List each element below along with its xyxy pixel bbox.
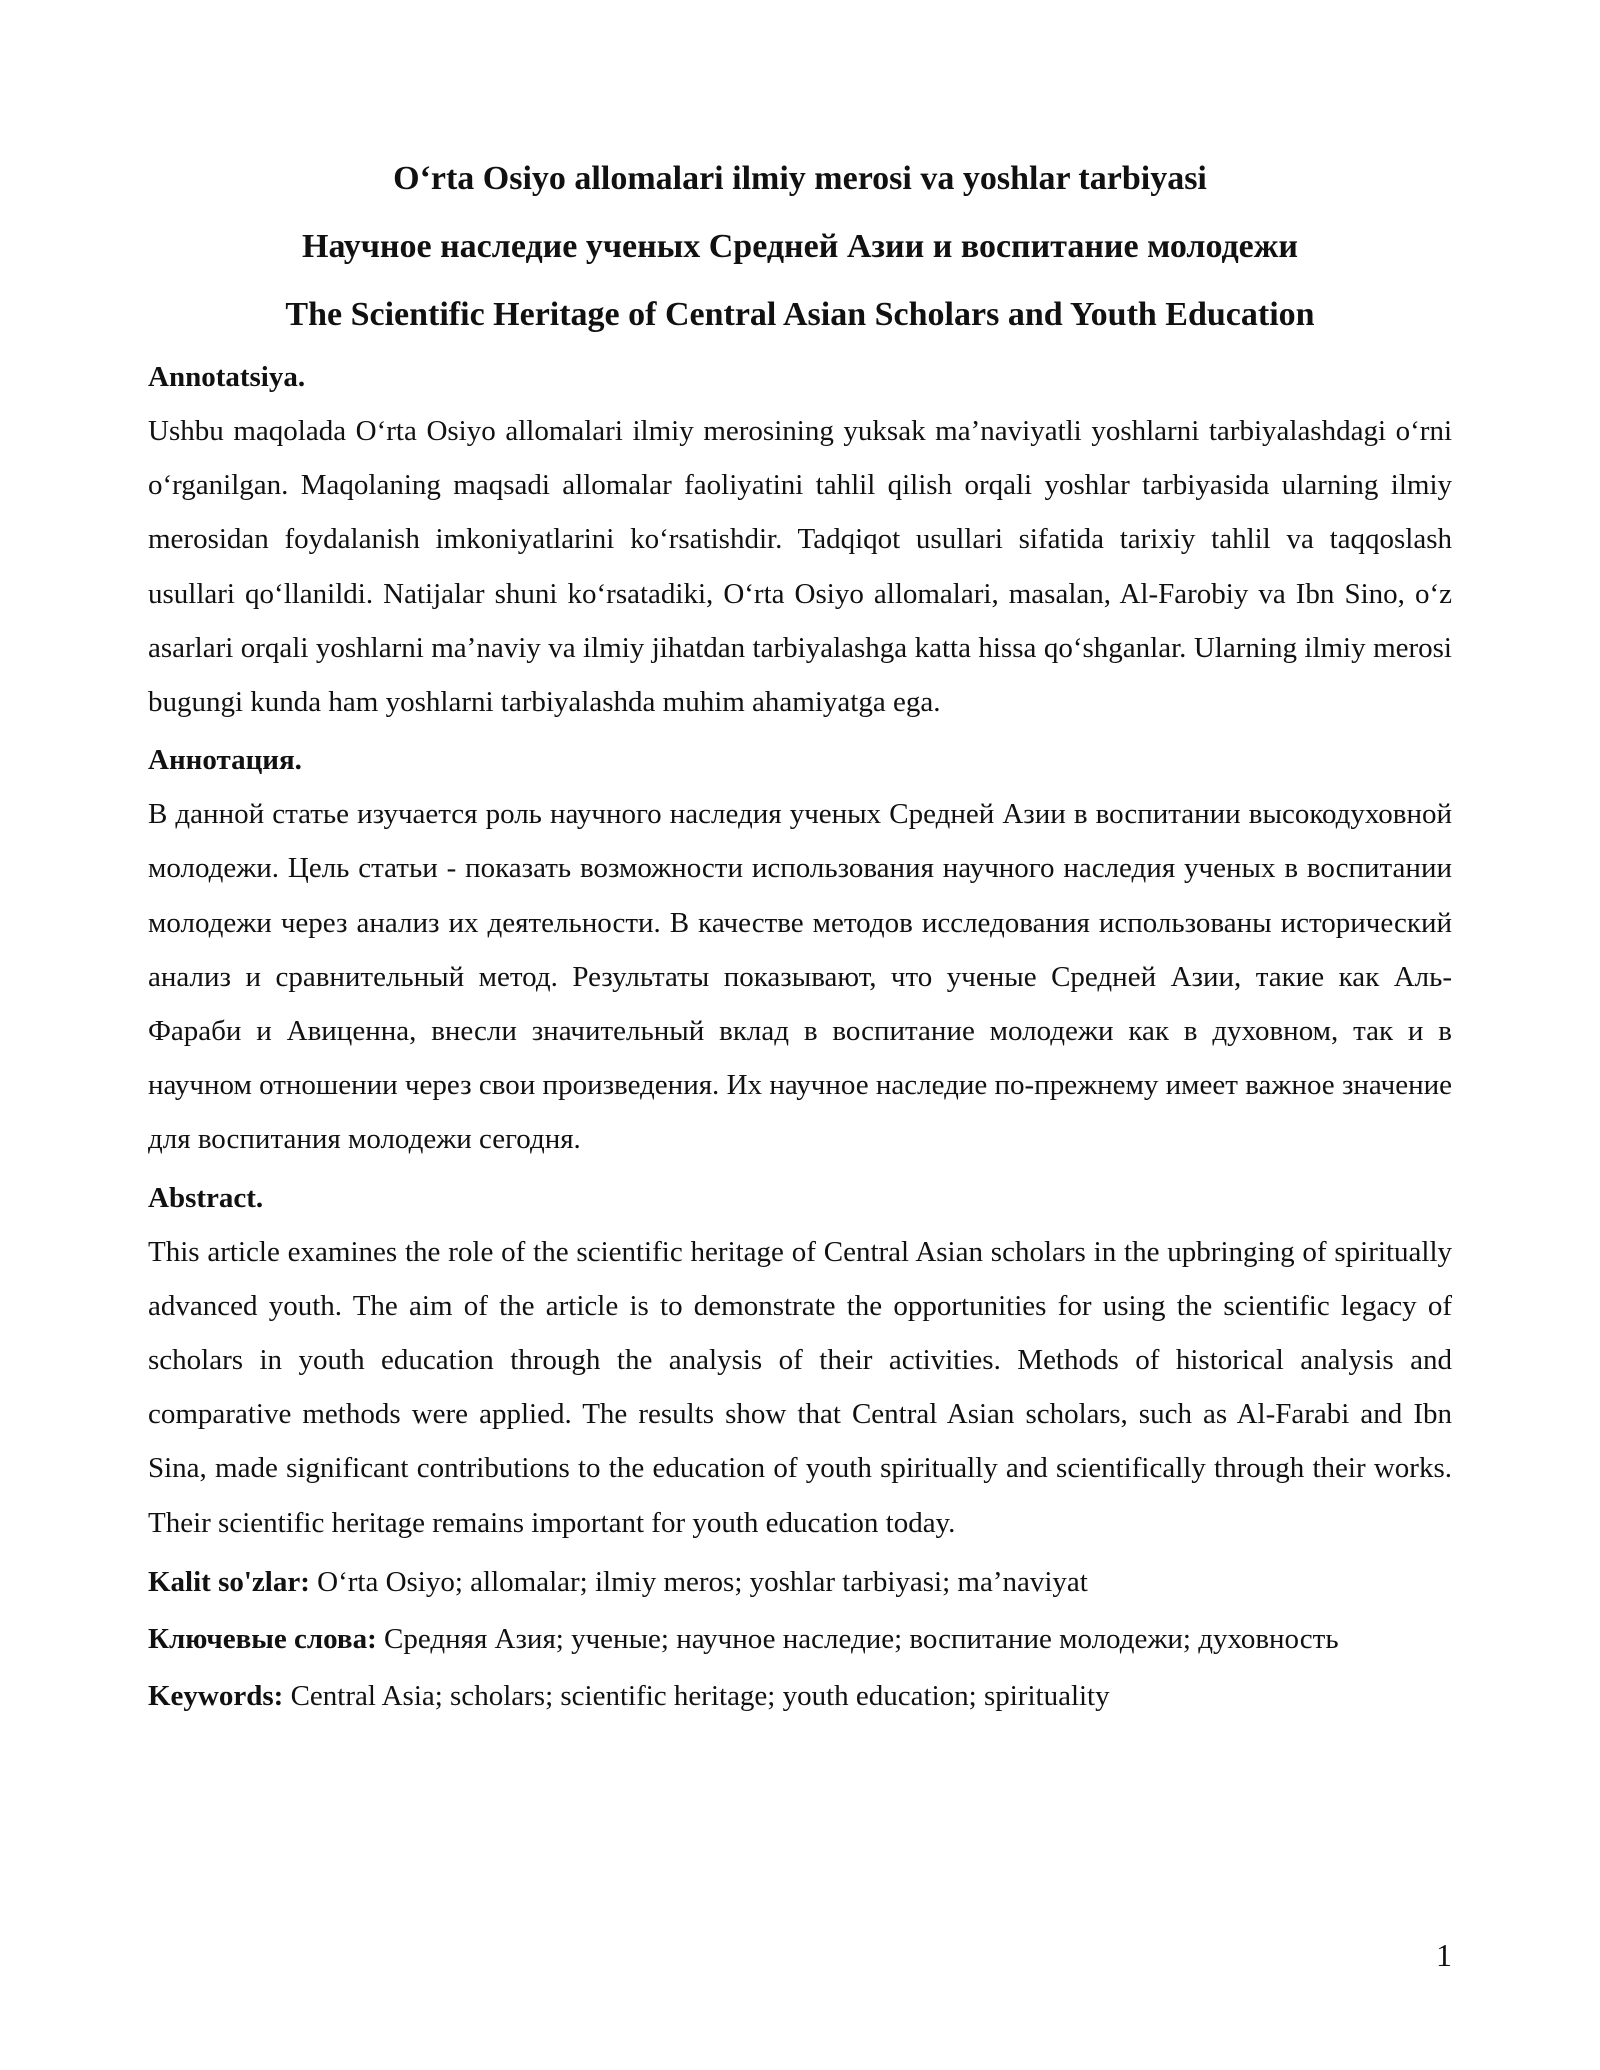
abstract-text-english: This article examines the role of the scientific heritage of Central Asian scholars in the upbringing of spiritually advanced youth. The aim of the article is to demonstrate the opportunities for using the scientific legacy of scholars in youth education through the analysis of their activities. Methods of historical analysis and comparative methods were applied. The results show that Central Asian scholars, such as Al-Farabi and Ibn Sina, made significant contributions to the education of youth spiritually and scientifically through their works. Their scientific heritage remains important for youth education today. bbox=[148, 1235, 1452, 1539]
title-english: The Scientific Heritage of Central Asian Scholars and Youth Education bbox=[285, 296, 1315, 333]
keywords-list-russian: Средняя Азия; ученые; научное наследие; воспитание молодежи; духовность bbox=[376, 1622, 1339, 1655]
keywords-russian bbox=[148, 1611, 1452, 1668]
keywords-uzbek bbox=[148, 1554, 1452, 1611]
abstract-heading-russian: Аннотация. bbox=[148, 744, 302, 777]
abstract-heading-uzbek: Annotatsiya. bbox=[148, 361, 306, 393]
title-russian: Научное наследие ученых Средней Азии и воспитание молодежи bbox=[302, 228, 1298, 265]
keywords-list-english: Central Asia; scholars; scientific heritage; youth education; spirituality bbox=[283, 1679, 1110, 1712]
keywords-label-russian: Ключевые слова: bbox=[148, 1622, 377, 1655]
abstract-text-russian: В данной статье изучается роль научного наследия ученых Средней Азии в воспитании высокодуховной молодежи. Цель статьи - показать возможности использования научного наследия ученых в воспитании молодежи через анализ их деятельности. В качестве методов исследования использованы исторический анализ и сравнительный метод. Результаты показывают, что ученые Средней Азии, такие как Аль-Фараби и Авиценна, внесли значительный вклад в воспитание молодежи как в духовном, так и в научном отношении через свои произведения. Их научное наследие по-прежнему имеет важное значение для воспитания молодежи сегодня. bbox=[148, 798, 1452, 1156]
abstracts-section bbox=[148, 350, 1452, 1725]
page-number: 1 bbox=[1436, 1937, 1452, 1973]
keywords-list-uzbek: Oʻrta Osiyo; allomalar; ilmiy meros; yoshlar tarbiyasi; maʼnaviyat bbox=[309, 1565, 1088, 1598]
keywords-label-uzbek: Kalit so'zlar: bbox=[148, 1565, 310, 1598]
keywords-english bbox=[148, 1668, 1452, 1725]
abstract-heading-english: Abstract. bbox=[148, 1181, 264, 1214]
title-uzbek: Oʻrta Osiyo allomalari ilmiy merosi va yoshlar tarbiyasi bbox=[393, 160, 1207, 197]
title-block bbox=[148, 145, 1452, 349]
abstract-text-uzbek: Ushbu maqolada Oʻrta Osiyo allomalari ilmiy merosining yuksak maʼnaviyatli yoshlarni tarbiyalashdagi oʻrni oʻrganilgan. Maqolaning maqsadi allomalar faoliyatini tahlil qilish orqali yoshlar tarbiyasida ularning ilmiy merosidan foydalanish imkoniyatlarini koʻrsatishdir. Tadqiqot usullari sifatida tarixiy tahlil va taqqoslash usullari qoʻllanildi. Natijalar shuni koʻrsatadiki, Oʻrta Osiyo allomalari, masalan, Al-Farobiy va Ibn Sino, oʻz asarlari orqali yoshlarni maʼnaviy va ilmiy jihatdan tarbiyalashga katta hissa qoʻshganlar. Ularning ilmiy merosi bugungi kunda ham yoshlarni tarbiyalashda muhim ahamiyatga ega. bbox=[148, 415, 1452, 719]
keywords-label-english: Keywords: bbox=[148, 1679, 284, 1712]
